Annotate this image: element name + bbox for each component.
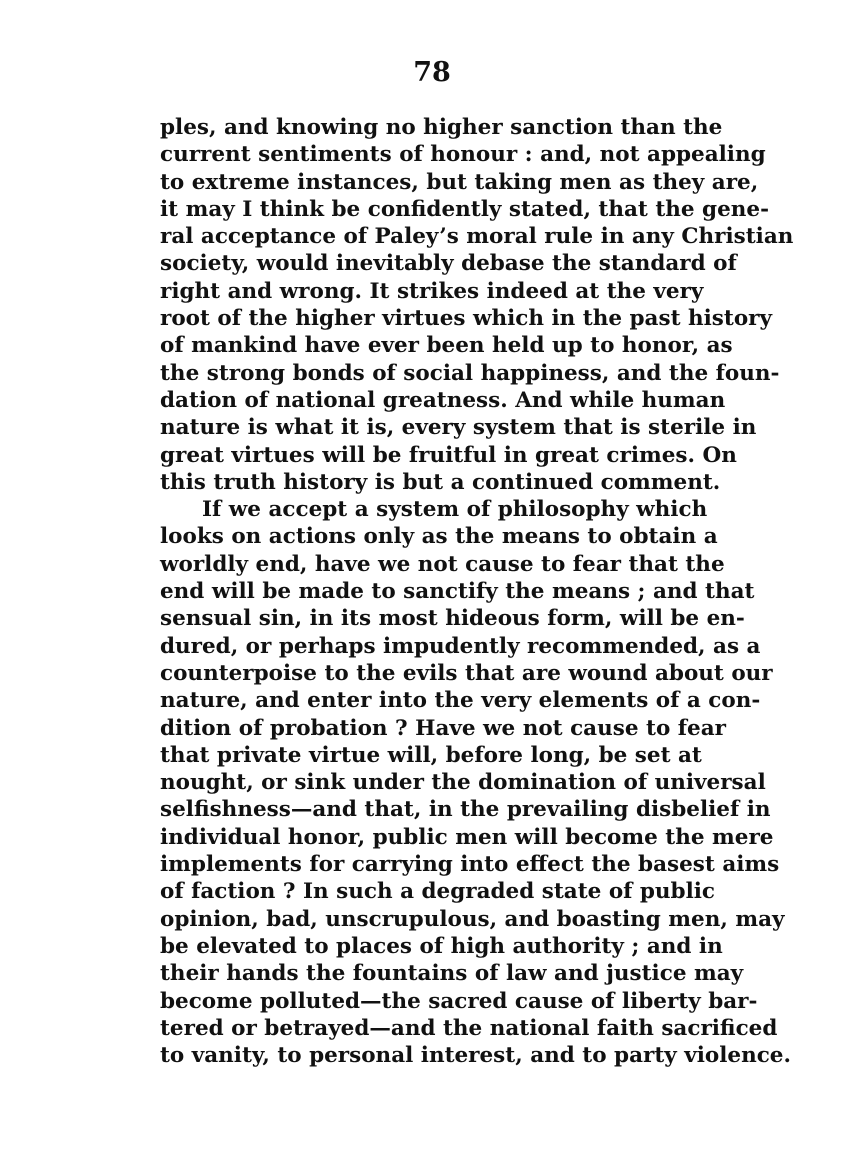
text-line: of faction ? In such a degraded state of public [160, 879, 716, 905]
text-line: dition of probation ? Have we not cause to fear [160, 715, 726, 741]
text-line: If we accept a system of philosophy which [202, 497, 708, 523]
text-line: to extreme instances, but taking men as they are, [160, 169, 759, 195]
text-line: their hands the fountains of law and justice may [160, 961, 744, 987]
text-line: nature, and enter into the very elements of a con- [160, 688, 761, 714]
text-line: current sentiments of honour : and, not appealing [160, 142, 766, 168]
text-line: tered or betrayed—and the national faith sacrificed [160, 1015, 778, 1041]
text-line: implements for carrying into effect the basest aims [160, 852, 780, 878]
text-line: that private virtue will, before long, be set at [160, 742, 702, 768]
text-line: dured, or perhaps impudently recommended, as a [160, 633, 761, 659]
text-line: counterpoise to the evils that are wound about our [160, 660, 773, 686]
paragraph-2 [160, 496, 791, 1069]
text-line: become polluted—the sacred cause of liberty bar- [160, 988, 758, 1014]
text-line: nought, or sink under the domination of universal [160, 770, 766, 796]
text-line: individual honor, public men will become the mere [160, 824, 774, 850]
text-line: root of the higher virtues which in the past history [160, 306, 773, 332]
page-number: 78 [413, 57, 451, 88]
text-line: be elevated to places of high authority ; and in [160, 933, 723, 959]
text-line: selfishness—and that, in the prevailing disbelief in [160, 797, 771, 823]
text-line: opinion, bad, unscrupulous, and boasting men, may [160, 906, 785, 932]
text-line: it may I think be confidently stated, that the gene- [160, 196, 770, 222]
text-line: the strong bonds of social happiness, and the foun- [160, 360, 780, 386]
text-line: end will be made to sanctify the means ; and that [160, 579, 755, 605]
text-line: this truth history is but a continued comment. [160, 469, 721, 495]
text-line: to vanity, to personal interest, and to party violence. [160, 1043, 791, 1069]
text-line: worldly end, have we not cause to fear that the [160, 551, 725, 577]
text-line: looks on actions only as the means to obtain a [160, 524, 718, 550]
text-line: nature is what it is, every system that is sterile in [160, 415, 757, 441]
text-line: great virtues will be fruitful in great crimes. On [160, 442, 737, 468]
paragraph-1 [160, 114, 794, 496]
text-line: society, would inevitably debase the standard of [160, 251, 737, 277]
text-line: of mankind have ever been held up to honor, as [160, 333, 733, 359]
text-line: ral acceptance of Paley’s moral rule in any Christian [160, 224, 794, 250]
text-line: right and wrong. It strikes indeed at the very [160, 278, 704, 304]
text-line: ples, and knowing no higher sanction than the [160, 115, 723, 140]
text-line: dation of national greatness. And while human [160, 387, 726, 413]
body-text [160, 114, 794, 1069]
text-line: sensual sin, in its most hideous form, will be en- [160, 606, 745, 632]
